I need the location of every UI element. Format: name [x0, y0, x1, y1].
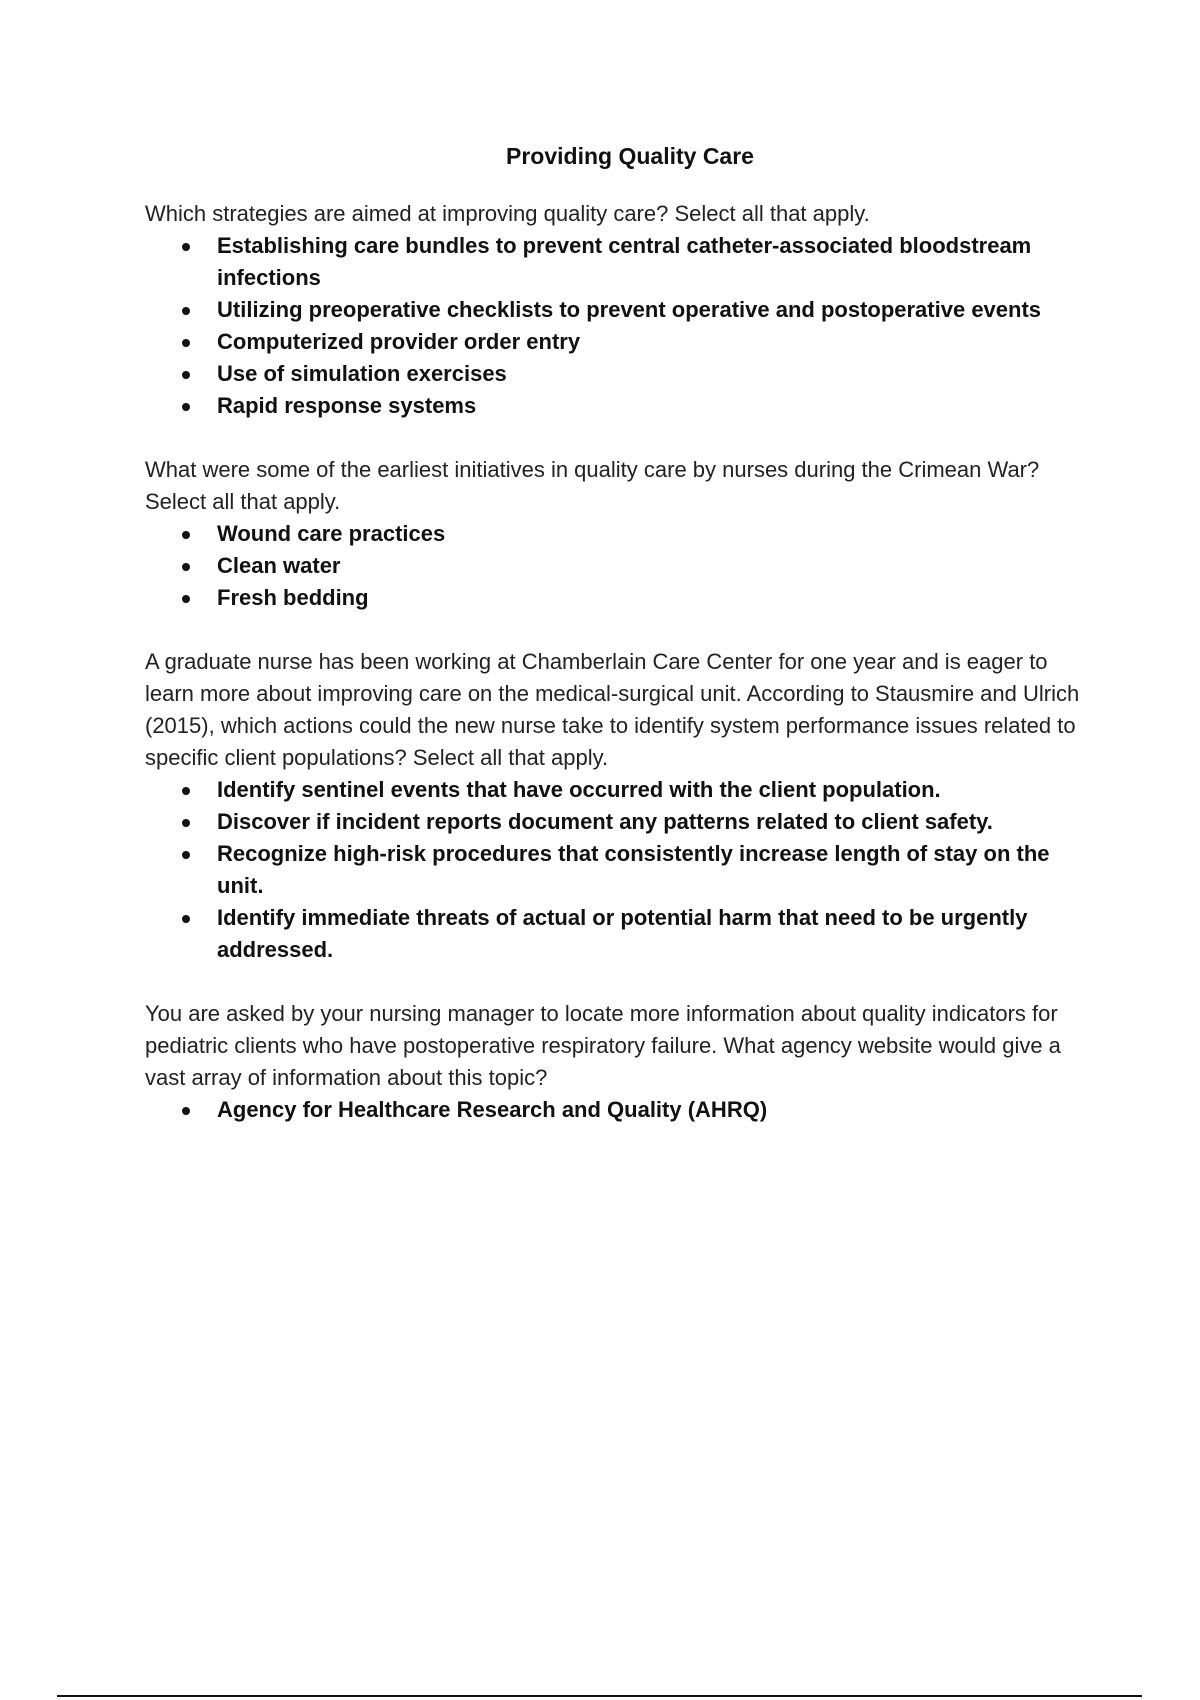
question-block-1 — [145, 198, 1085, 422]
bullet-icon — [182, 531, 190, 539]
answer-text: Identify immediate threats of actual or potential harm that need to be urgently addressed. — [217, 905, 1028, 962]
question-block-2 — [145, 454, 1085, 614]
answer-item — [182, 518, 1085, 550]
bullet-icon — [182, 1107, 190, 1115]
bullet-icon — [182, 403, 190, 411]
bullet-icon — [182, 371, 190, 379]
question-block-3 — [145, 646, 1085, 966]
bullet-icon — [182, 915, 190, 923]
answer-item — [182, 390, 1085, 422]
answer-list — [145, 518, 1085, 614]
answer-text: Recognize high-risk procedures that consistently increase length of stay on the unit. — [217, 841, 1050, 898]
answer-text: Fresh bedding — [217, 585, 369, 610]
answer-text: Wound care practices — [217, 521, 446, 546]
bullet-icon — [182, 595, 190, 603]
document-title: Providing Quality Care — [506, 143, 754, 169]
question-text: What were some of the earliest initiatives in quality care by nurses during the Crimean War? Select all that apply. — [145, 457, 1040, 514]
answer-item — [182, 230, 1085, 294]
question-block-4 — [145, 998, 1085, 1126]
answer-item — [182, 838, 1085, 902]
question-text: A graduate nurse has been working at Chamberlain Care Center for one year and is eager to learn more about improving care on the medical-surgical unit. According to Stausmire and Ulrich (2015), which actions could the new nurse take to identify system performance issues related to specific client populations? Select all that apply. — [145, 649, 1080, 770]
answer-list — [145, 1094, 1085, 1126]
answer-item — [182, 774, 1085, 806]
question-text: Which strategies are aimed at improving quality care? Select all that apply. — [145, 201, 870, 226]
answer-text: Utilizing preoperative checklists to prevent operative and postoperative events — [217, 297, 1042, 322]
answer-item — [182, 902, 1085, 966]
document-page — [145, 140, 1085, 1158]
answer-item — [182, 294, 1085, 326]
answer-item — [182, 1094, 1085, 1126]
bullet-icon — [182, 307, 190, 315]
bullet-icon — [182, 787, 190, 795]
answer-item — [182, 806, 1085, 838]
bullet-icon — [182, 243, 190, 251]
answer-text: Use of simulation exercises — [217, 361, 507, 386]
question-text: You are asked by your nursing manager to locate more information about quality indicators for pediatric clients who have postoperative respiratory failure. What agency website would give a vast array of information about this topic? — [145, 1001, 1061, 1090]
answer-text: Discover if incident reports document any patterns related to client safety. — [217, 809, 993, 834]
bullet-icon — [182, 339, 190, 347]
bullet-icon — [182, 563, 190, 571]
answer-text: Clean water — [217, 553, 341, 578]
answer-item — [182, 358, 1085, 390]
answer-text: Identify sentinel events that have occurred with the client population. — [217, 777, 941, 802]
footer-divider — [57, 1695, 1142, 1697]
answer-item — [182, 550, 1085, 582]
bullet-icon — [182, 851, 190, 859]
answer-text: Establishing care bundles to prevent central catheter-associated bloodstream infections — [217, 233, 1032, 290]
answer-list — [145, 230, 1085, 422]
answer-text: Rapid response systems — [217, 393, 477, 418]
answer-text: Computerized provider order entry — [217, 329, 581, 354]
bullet-icon — [182, 819, 190, 827]
answer-list — [145, 774, 1085, 966]
answer-item — [182, 326, 1085, 358]
answer-text: Agency for Healthcare Research and Quality (AHRQ) — [217, 1097, 768, 1122]
answer-item — [182, 582, 1085, 614]
